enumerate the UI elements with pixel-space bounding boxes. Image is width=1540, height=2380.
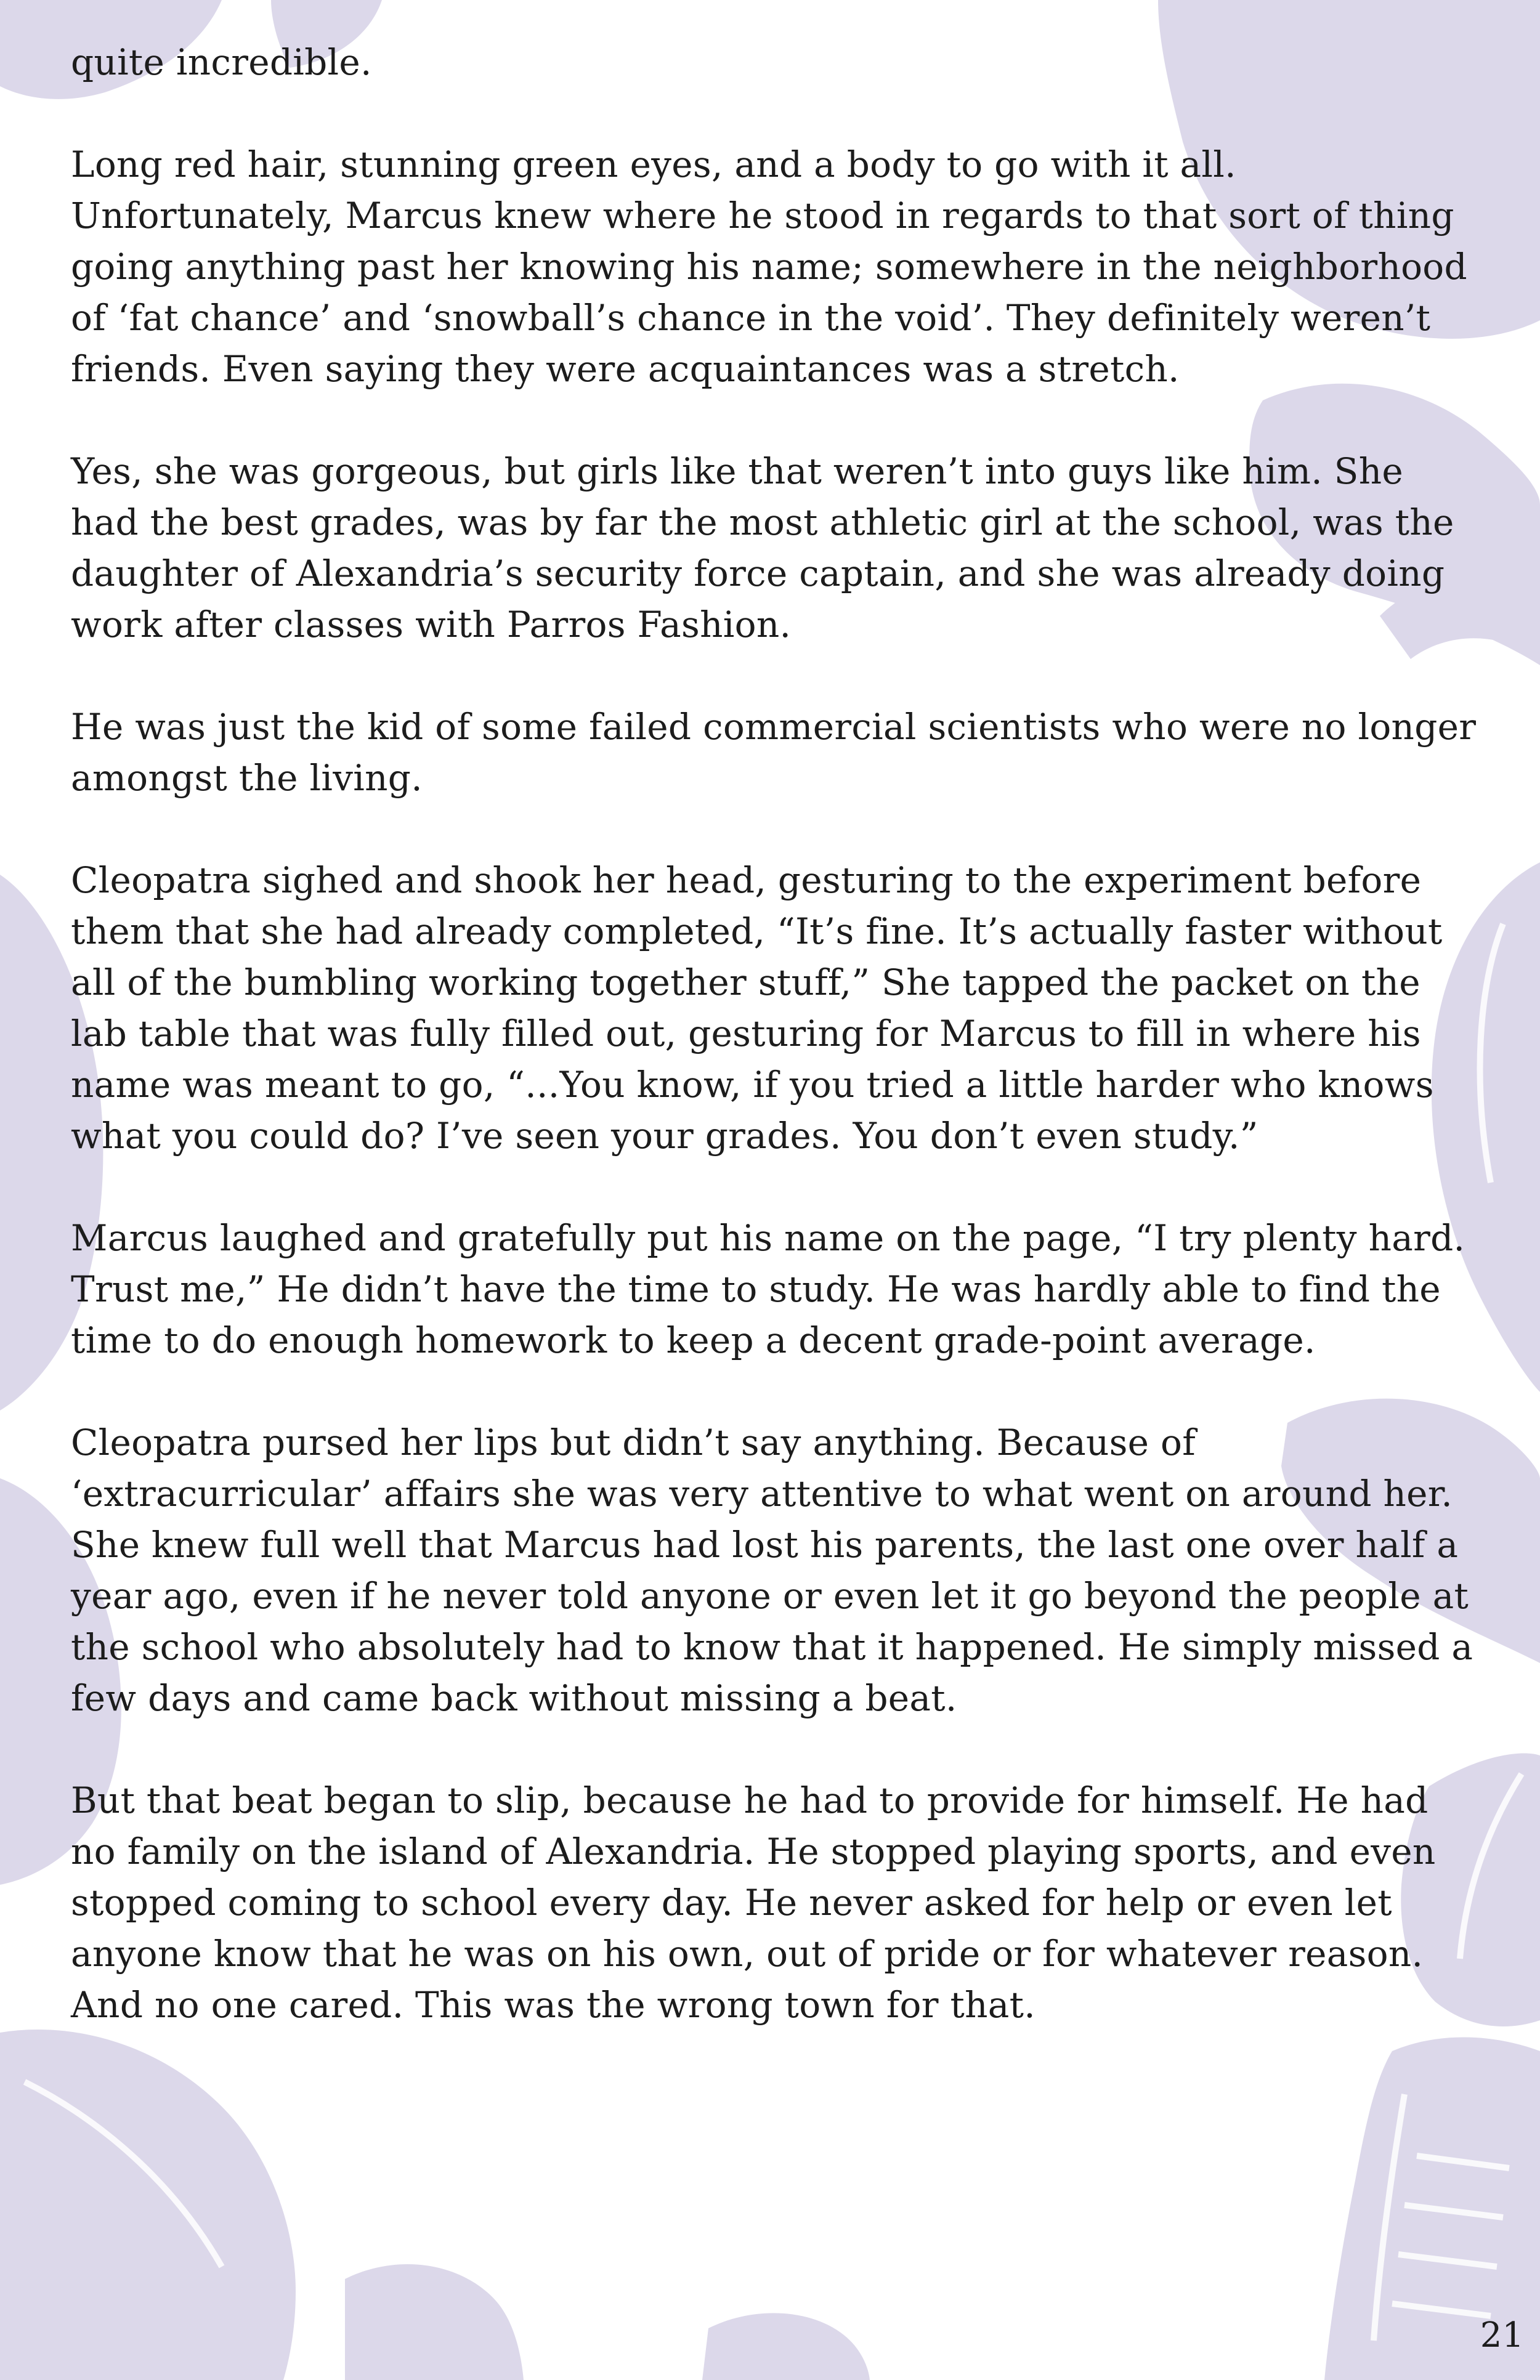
- paragraph: He was just the kid of some failed commercial scientists who were no longer amongst the living.: [71, 706, 1477, 799]
- paragraph: quite incredible.: [71, 41, 372, 83]
- paragraph: Cleopatra pursed her lips but didn’t say anything. Because of ‘extracurricular’ affairs she was very attentive to what went on around her. She knew full well that Marcus had lost his parents, the last one over half a year ago, even if he never told anyone or even let it go beyond the people at the school who absolutely had to know that it happened. He simply missed a few days and came back without missing a beat.: [71, 1422, 1473, 1719]
- paragraph: Long red hair, stunning green eyes, and a body to go with it all. Unfortunately, Marcus knew where he stood in regards to that sort of thing going anything past her knowing his name; somewhere in the neighborhood of ‘fat chance’ and ‘snowball’s chance in the void’. They definitely weren’t friends. Even saying they were acquaintances was a stretch.: [71, 144, 1467, 390]
- body-text: [71, 37, 1481, 2082]
- paragraph: Marcus laughed and gratefully put his name on the page, “I try plenty hard. Trust me,” He didn’t have the time to study. He was hardly able to find the time to do enough homework to keep a decent grade-point average.: [71, 1217, 1465, 1361]
- paragraph: Yes, she was gorgeous, but girls like that weren’t into guys like him. She had the best grades, was by far the most athletic girl at the school, was the daughter of Alexandria’s security force captain, and she was already doing work after classes with Parros Fashion.: [71, 450, 1454, 646]
- paragraph: But that beat began to slip, because he had to provide for himself. He had no family on the island of Alexandria. He stopped playing sports, and even stopped coming to school every day. He never asked for help or even let anyone know that he was on his own, out of pride or for whatever reason. And no one cared. This was the wrong town for that.: [71, 1779, 1436, 2026]
- page-number: 21: [1480, 2315, 1524, 2355]
- paragraph: Cleopatra sighed and shook her head, gesturing to the experiment before them that she had already completed, “It’s fine. It’s actually faster without all of the bumbling working together stuff,” She tapped the packet on the lab table that was fully filled out, gesturing for Marcus to fill in where his name was meant to go, “...You know, if you tried a little harder who knows what you could do? I’ve seen your grades. You don’t even study.”: [71, 859, 1443, 1157]
